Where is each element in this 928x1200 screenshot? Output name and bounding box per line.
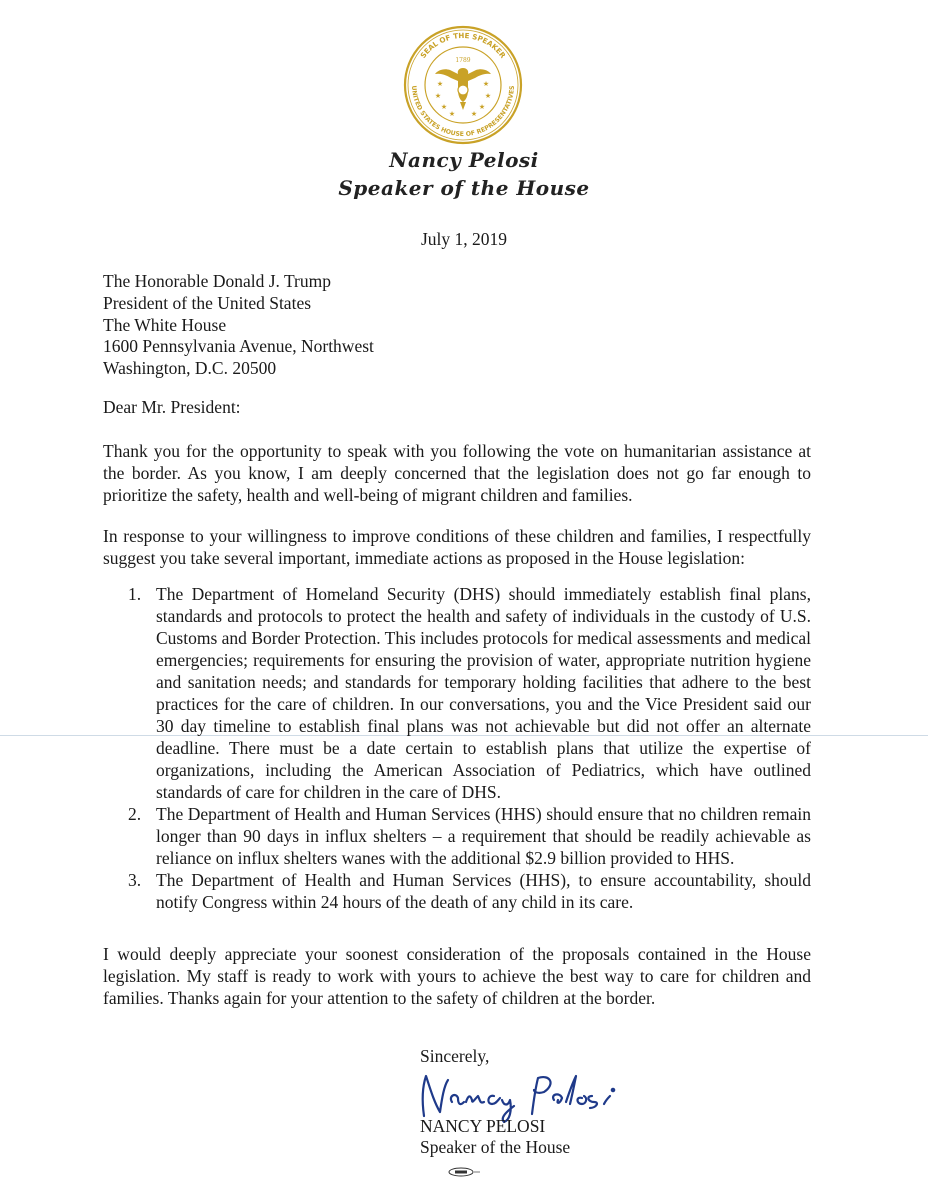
body-paragraph: Thank you for the opportunity to speak with you following the vote on humanitarian assistance at the border. As you know, I am deeply concerned that the legislation does not go far enough to prioritize the safety, health and well-being of migrant children and families. — [103, 441, 811, 505]
seal-top-text: SEAL OF THE SPEAKER — [418, 30, 508, 60]
address-line: The Honorable Donald J. Trump — [103, 271, 331, 291]
letterhead-name: Nancy Pelosi — [389, 148, 539, 172]
svg-text:★: ★ — [436, 80, 444, 88]
svg-text:★: ★ — [484, 92, 492, 100]
list-item — [103, 803, 811, 869]
svg-text:★: ★ — [434, 92, 442, 100]
address-line: President of the United States — [103, 292, 312, 313]
svg-text:★: ★ — [482, 80, 490, 88]
list-number: 1. — [128, 584, 142, 604]
seal-bottom-text: UNITED STATES HOUSE OF REPRESENTATIVES — [409, 85, 517, 139]
speaker-seal-icon — [402, 24, 524, 146]
list-item — [103, 869, 811, 913]
svg-text:★: ★ — [478, 103, 486, 111]
union-label-icon — [443, 1166, 483, 1178]
body-paragraph: In response to your willingness to improve conditions of these children and families, I respectfully suggest you take several important, immediate actions as proposed in the House legislation: — [103, 526, 811, 568]
address-line: The White House — [103, 314, 227, 335]
address-line: 1600 Pennsylvania Avenue, Northwest — [103, 336, 374, 357]
svg-text:★: ★ — [440, 103, 448, 111]
list-item-text: The Department of Homeland Security (DHS) should immediately establish final plans, standards and protocols to protect the health and safety of individuals in the custody of U.S. Customs and Border Protection. This includes protocols for medical assessments and medical emergencies; requirements for ensuring the provision of water, appropriate nutrition hygiene and sanitation needs; and standards for temporary holding facilities that adhere to the best practices for the care of children. In our conversations, you and the Vice President said our 30 day timeline to establish final plans was not achievable but did not offer an alternate deadline. There must be a date certain to establish plans that utilize the expertise of organizations, including the American Association of Pediatrics, which have outlined standards of care for children in the care of DHS. — [156, 584, 811, 802]
list-number: 2. — [128, 804, 142, 824]
svg-text:★: ★ — [442, 68, 450, 76]
signer-title: Speaker of the House — [420, 1137, 571, 1157]
letter-date: July 1, 2019 — [420, 229, 508, 249]
list-item-text: The Department of Health and Human Services (HHS) should ensure that no children remain longer than 90 days in influx shelters – a requirement that should be readily achievable as reliance on influx shelters wanes with the additional $2.9 billion provided to HHS. — [156, 804, 811, 868]
list-item-text: The Department of Health and Human Services (HHS), to ensure accountability, should notify Congress within 24 hours of the death of any child in its care. — [156, 870, 811, 912]
signer-printed-name: NANCY PELOSI — [420, 1116, 546, 1136]
action-list — [103, 583, 811, 913]
address-line: Washington, D.C. 20500 — [103, 358, 277, 379]
recipient-address — [103, 271, 374, 380]
seal-year: 1789 — [455, 57, 471, 64]
svg-text:★: ★ — [448, 110, 456, 118]
closing-paragraph: I would deeply appreciate your soonest consideration of the proposals contained in the House legislation. My staff is ready to work with yours to achieve the best way to care for children and families. Thanks again for your attention to the safety of children at the border. — [103, 944, 811, 1008]
salutation: Dear Mr. President: — [103, 397, 241, 417]
svg-text:★: ★ — [476, 68, 484, 76]
svg-text:★: ★ — [470, 110, 478, 118]
letterhead-title: Speaker of the House — [338, 176, 590, 200]
complimentary-close: Sincerely, — [420, 1046, 490, 1066]
list-item — [103, 583, 811, 803]
list-number: 3. — [128, 870, 142, 890]
